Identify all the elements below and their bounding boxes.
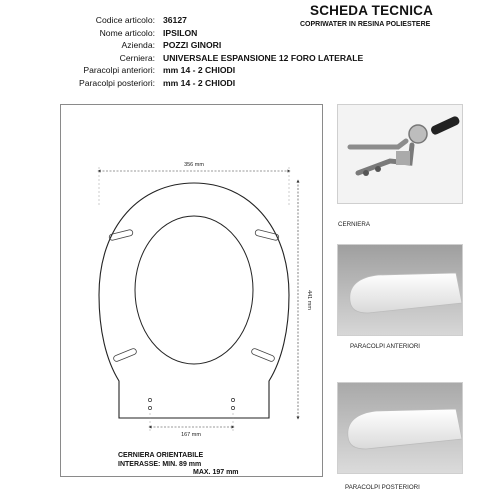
bumper-icon bbox=[338, 245, 463, 336]
hinge-hole bbox=[148, 398, 151, 401]
spec-value: 36127 bbox=[163, 15, 187, 25]
front-bumper-photo bbox=[337, 244, 463, 336]
spec-label: Paracolpi posteriori: bbox=[79, 77, 155, 88]
seat-outline bbox=[99, 183, 289, 418]
rear-bumper-photo bbox=[337, 382, 463, 474]
front-bumper-caption: PARACOLPI ANTERIORI bbox=[350, 343, 421, 350]
spec-label: Paracolpi anteriori: bbox=[83, 65, 155, 76]
bumper-icon bbox=[338, 383, 463, 474]
spec-value: UNIVERSALE ESPANSIONE 12 FORO LATERALE bbox=[163, 52, 364, 63]
hinge-note bbox=[118, 452, 239, 478]
technical-drawing bbox=[60, 104, 323, 477]
width-dimension-label: 356 mm bbox=[184, 162, 204, 168]
rear-bumper-slot-right bbox=[251, 348, 276, 363]
spec-value: IPSILON bbox=[163, 27, 198, 38]
front-bumper-slot-right bbox=[255, 229, 280, 241]
hinge-icon bbox=[338, 105, 463, 204]
front-bumper-slot-left bbox=[109, 229, 134, 241]
spec-label: Azienda: bbox=[121, 40, 155, 51]
rear-bumper-slot-left bbox=[113, 348, 138, 363]
hinge-caption: CERNIERA bbox=[338, 221, 370, 228]
sheet-subtitle: COPRIWATER IN RESINA POLIESTERE bbox=[300, 21, 431, 28]
hinge-photo bbox=[337, 104, 463, 204]
hinge-hole bbox=[231, 406, 234, 409]
hinge-hole bbox=[148, 406, 151, 409]
hinge-note-line1: CERNIERA ORIENTABILE bbox=[118, 452, 204, 459]
hinge-hole bbox=[231, 398, 234, 401]
hinge-note-line2: INTERASSE: MIN. 89 mm bbox=[118, 460, 202, 468]
toilet-seat-diagram bbox=[61, 105, 324, 478]
spec-value: POZZI GINORI bbox=[163, 40, 222, 51]
spec-value: mm 14 - 2 CHIODI bbox=[163, 65, 236, 76]
rear-bumper-caption: PARACOLPI POSTERIORI bbox=[345, 484, 420, 491]
sheet-title: SCHEDA TECNICA bbox=[310, 3, 434, 18]
height-dimension-label: 441 mm bbox=[306, 290, 312, 310]
spec-label: Nome articolo: bbox=[99, 27, 155, 38]
hinge-note-line3: MAX. 197 mm bbox=[193, 469, 239, 477]
spec-value: mm 14 - 2 CHIODI bbox=[163, 77, 236, 88]
seat-opening bbox=[135, 216, 253, 364]
hinge-dimension-label: 167 mm bbox=[181, 432, 201, 438]
spec-label: Cerniera: bbox=[119, 52, 155, 63]
spec-label: Codice articolo: bbox=[95, 15, 155, 25]
